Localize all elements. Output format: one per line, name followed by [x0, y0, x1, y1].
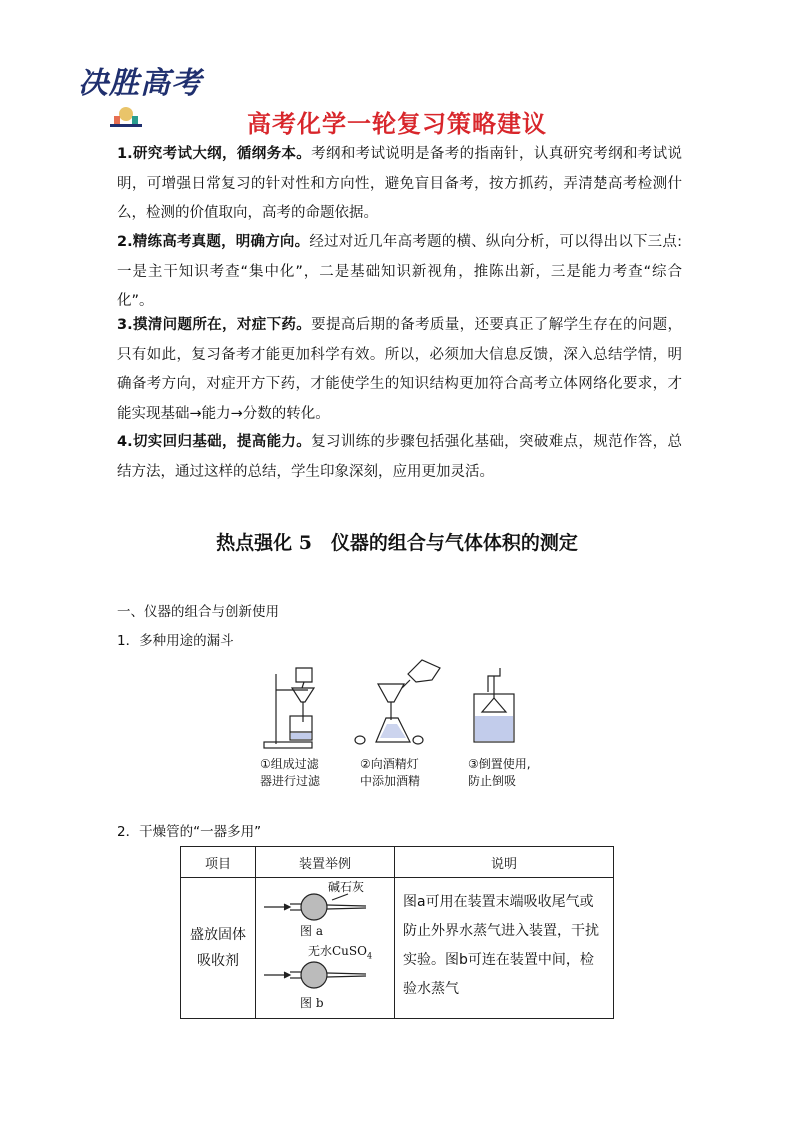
alcohol-lamp-funnel-icon	[350, 654, 450, 750]
figure-caption-line: ①组成过滤	[260, 757, 319, 771]
drying-tube-b-icon	[262, 960, 388, 990]
row-label-cell	[181, 878, 256, 1019]
drying-tube-a-icon	[262, 892, 388, 922]
figure-a-caption: 图 a	[300, 924, 323, 938]
figure-b-label-subscript: 4	[366, 951, 373, 961]
filtration-apparatus-icon	[258, 654, 338, 750]
row-label-line: 吸收剂	[197, 953, 239, 969]
figure-caption-line: ②向酒精灯	[360, 757, 419, 771]
figure-b-label-text: 无水CuSO	[308, 944, 367, 958]
paragraph-3	[117, 311, 682, 429]
figure-caption-2	[360, 756, 420, 790]
paragraph-2	[117, 228, 682, 317]
figure-caption-line: 防止倒吸	[468, 774, 517, 788]
figure-b-label	[308, 942, 372, 960]
paragraph-4	[117, 428, 682, 487]
figure-caption-line: 中添加酒精	[360, 774, 421, 788]
funnel-figures	[250, 654, 560, 794]
paragraph-lead: 4.切实回归基础，提高能力。	[117, 434, 312, 450]
inverted-funnel-icon	[470, 654, 530, 750]
description-cell: 图a可用在装置末端吸收尾气或防止外界水蒸气进入装置，干扰实验。图b可连在装置中间，检验水蒸气	[395, 878, 614, 1019]
figure-caption-line: 器进行过滤	[260, 774, 321, 788]
paragraph-lead: 1.研究考试大纲，循纲务本。	[117, 146, 312, 162]
drying-tube-table	[180, 846, 614, 1019]
table-header: 说明	[395, 847, 614, 878]
figure-caption-1	[260, 756, 320, 790]
paragraph-body: 经过对近几年高考题的横、纵向分析，可以得出以下三点:一是主干知识考查“集中化”，二是基础知识新视角，推陈出新，三是能力考查“综合化”。	[117, 234, 682, 309]
section-heading: 热点强化 5 仪器的组合与气体体积的测定	[216, 532, 578, 554]
subsection-heading: 一、仪器的组合与创新使用	[117, 604, 279, 620]
table-header: 装置举例	[256, 847, 395, 878]
item-heading-drying-tube: 2．干燥管的“一器多用”	[117, 824, 262, 840]
paragraph-body: 复习训练的步骤包括强化基础，突破难点，规范作答，总结方法，通过这样的总结，学生印象深刻，应用更加灵活。	[117, 434, 682, 480]
figure-a-label: 碱石灰	[328, 880, 365, 894]
paragraph-lead: 3.摸清问题所在，对症下药。	[117, 317, 312, 333]
table-header: 项目	[181, 847, 256, 878]
paragraph-1	[117, 140, 682, 229]
row-label-line: 盛放固体	[190, 927, 246, 943]
figure-b-caption: 图 b	[300, 996, 324, 1010]
table-header-row	[181, 847, 614, 878]
page-title: 高考化学一轮复习策略建议	[247, 110, 547, 138]
table-row	[181, 878, 614, 1019]
figure-caption-3	[468, 756, 531, 790]
item-heading-funnel: 1．多种用途的漏斗	[117, 633, 234, 649]
paragraph-body: 要提高后期的备考质量，还要真正了解学生存在的问题，只有如此，复习备考才能更加科学有效。所以，必须加大信息反馈，深入总结学情，明确备考方向，对症开方下药，才能使学生的知识结构更加符合高考立体网络化要求，才能实现基础→能力→分数的转化。	[117, 317, 682, 422]
logo-text: 决胜高考	[78, 66, 202, 101]
paragraph-body: 考纲和考试说明是备考的指南针，认真研究考纲和考试说明，可增强日常复习的针对性和方向性，避免盲目备考，按方抓药，弄清楚高考检测什么，检测的价值取向，高考的命题依据。	[117, 146, 682, 221]
device-example-cell	[256, 878, 395, 1019]
paragraph-lead: 2.精练高考真题，明确方向。	[117, 234, 310, 250]
figure-caption-line: ③倒置使用,	[468, 757, 531, 771]
